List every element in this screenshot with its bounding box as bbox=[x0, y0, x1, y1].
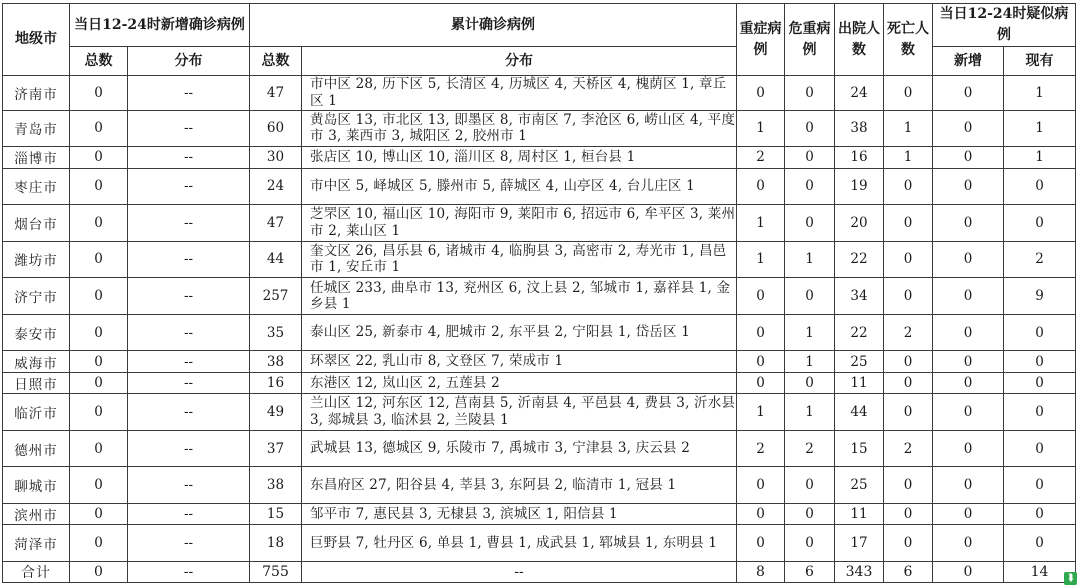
cell-discharged: 16 bbox=[835, 147, 884, 168]
cell-critical: 0 bbox=[785, 525, 835, 562]
header-discharged: 出院人数 bbox=[835, 4, 884, 76]
cell-cum-dist: 市中区 28, 历下区 5, 长清区 4, 历城区 4, 天桥区 4, 槐荫区 1, 章丘区 1 bbox=[302, 76, 737, 111]
cell-susp-new: 0 bbox=[933, 314, 1004, 351]
cell-susp-new: 0 bbox=[933, 205, 1004, 242]
cell-severe: 0 bbox=[737, 525, 785, 562]
cell-deaths: 0 bbox=[884, 372, 933, 393]
cell-susp-new: 0 bbox=[933, 525, 1004, 562]
cell-new-dist: -- bbox=[128, 76, 250, 111]
cell-cum-dist: 奎文区 26, 昌乐县 6, 诸城市 4, 临朐县 3, 高密市 2, 寿光市 1, 昌邑市 1, 安丘市 1 bbox=[302, 241, 737, 278]
cell-new-total: 0 bbox=[70, 394, 128, 431]
cell-severe: 1 bbox=[737, 110, 785, 147]
cell-cum-dist: 东昌府区 27, 阳谷县 4, 莘县 3, 东阿县 2, 临清市 1, 冠县 1 bbox=[302, 467, 737, 504]
cell-susp-current: 0 bbox=[1004, 372, 1076, 393]
table-row bbox=[3, 314, 1076, 351]
cell-severe: 1 bbox=[737, 241, 785, 278]
cell-city: 临沂市 bbox=[3, 394, 70, 431]
header-severe: 重症病例 bbox=[737, 4, 785, 76]
cell-critical: 0 bbox=[785, 503, 835, 524]
cell-discharged: 44 bbox=[835, 394, 884, 431]
cell-deaths: 0 bbox=[884, 205, 933, 242]
cell-critical: 0 bbox=[785, 168, 835, 205]
table-row bbox=[3, 351, 1076, 372]
cell-new-total: 0 bbox=[70, 430, 128, 467]
total-susp-current: 14 bbox=[1004, 562, 1076, 583]
cell-cum-total: 16 bbox=[250, 372, 302, 393]
table-row bbox=[3, 525, 1076, 562]
cell-critical: 1 bbox=[785, 314, 835, 351]
cell-critical: 0 bbox=[785, 372, 835, 393]
total-critical: 6 bbox=[785, 562, 835, 583]
cell-new-total: 0 bbox=[70, 147, 128, 168]
cell-discharged: 20 bbox=[835, 205, 884, 242]
cell-city: 滨州市 bbox=[3, 503, 70, 524]
header-suspected-current: 现有 bbox=[1004, 47, 1076, 76]
cell-deaths: 2 bbox=[884, 314, 933, 351]
cell-city: 聊城市 bbox=[3, 467, 70, 504]
cell-new-total: 0 bbox=[70, 168, 128, 205]
table-row bbox=[3, 205, 1076, 242]
cell-cum-dist: 任城区 233, 曲阜市 13, 兖州区 6, 汶上县 2, 邹城市 1, 嘉祥县 1, 金乡县 1 bbox=[302, 278, 737, 315]
cell-cum-dist: 东港区 12, 岚山区 2, 五莲县 2 bbox=[302, 372, 737, 393]
cell-susp-current: 0 bbox=[1004, 467, 1076, 504]
cell-new-total: 0 bbox=[70, 372, 128, 393]
cell-critical: 2 bbox=[785, 430, 835, 467]
cell-critical: 0 bbox=[785, 467, 835, 504]
cell-deaths: 1 bbox=[884, 110, 933, 147]
cell-cum-total: 60 bbox=[250, 110, 302, 147]
cell-discharged: 15 bbox=[835, 430, 884, 467]
cell-city: 济宁市 bbox=[3, 278, 70, 315]
cell-new-dist: -- bbox=[128, 110, 250, 147]
cell-deaths: 0 bbox=[884, 168, 933, 205]
cell-discharged: 24 bbox=[835, 76, 884, 111]
cell-critical: 1 bbox=[785, 351, 835, 372]
cell-cum-total: 49 bbox=[250, 394, 302, 431]
cell-discharged: 22 bbox=[835, 241, 884, 278]
header-cum-total: 总数 bbox=[250, 47, 302, 76]
table-row bbox=[3, 241, 1076, 278]
cell-new-total: 0 bbox=[70, 525, 128, 562]
table-row bbox=[3, 394, 1076, 431]
cell-susp-new: 0 bbox=[933, 430, 1004, 467]
table-row bbox=[3, 76, 1076, 111]
cell-critical: 1 bbox=[785, 394, 835, 431]
total-discharged: 343 bbox=[835, 562, 884, 583]
cell-susp-new: 0 bbox=[933, 467, 1004, 504]
cell-cum-dist: 邹平市 7, 惠民县 3, 无棣县 3, 滨城区 1, 阳信县 1 bbox=[302, 503, 737, 524]
header-suspected-new: 新增 bbox=[933, 47, 1004, 76]
cell-discharged: 11 bbox=[835, 372, 884, 393]
header-cum-distribution: 分布 bbox=[302, 47, 737, 76]
cell-city: 青岛市 bbox=[3, 110, 70, 147]
cell-city: 菏泽市 bbox=[3, 525, 70, 562]
total-cum-total: 755 bbox=[250, 562, 302, 583]
cell-susp-new: 0 bbox=[933, 394, 1004, 431]
cell-cum-dist: 市中区 5, 峄城区 5, 滕州市 5, 薛城区 4, 山亭区 4, 台儿庄区 1 bbox=[302, 168, 737, 205]
total-new-total: 0 bbox=[70, 562, 128, 583]
cell-deaths: 2 bbox=[884, 430, 933, 467]
cell-cum-total: 44 bbox=[250, 241, 302, 278]
cell-new-dist: -- bbox=[128, 467, 250, 504]
cell-cum-dist: 芝罘区 10, 福山区 10, 海阳市 9, 莱阳市 6, 招远市 6, 牟平区 3, 莱州市 2, 莱山区 1 bbox=[302, 205, 737, 242]
cell-deaths: 0 bbox=[884, 241, 933, 278]
cell-deaths: 1 bbox=[884, 147, 933, 168]
cell-cum-total: 47 bbox=[250, 76, 302, 111]
cell-severe: 0 bbox=[737, 351, 785, 372]
cell-cum-total: 24 bbox=[250, 168, 302, 205]
cell-severe: 0 bbox=[737, 503, 785, 524]
cell-new-dist: -- bbox=[128, 372, 250, 393]
table-row bbox=[3, 278, 1076, 315]
cell-deaths: 0 bbox=[884, 76, 933, 111]
cell-susp-current: 0 bbox=[1004, 525, 1076, 562]
cell-new-dist: -- bbox=[128, 430, 250, 467]
cell-cum-total: 15 bbox=[250, 503, 302, 524]
cell-city: 淄博市 bbox=[3, 147, 70, 168]
table-row bbox=[3, 372, 1076, 393]
cell-new-dist: -- bbox=[128, 147, 250, 168]
table-row bbox=[3, 503, 1076, 524]
cell-new-dist: -- bbox=[128, 314, 250, 351]
table-row bbox=[3, 430, 1076, 467]
cell-cum-total: 37 bbox=[250, 430, 302, 467]
cell-severe: 1 bbox=[737, 394, 785, 431]
cell-discharged: 22 bbox=[835, 314, 884, 351]
cell-susp-current: 9 bbox=[1004, 278, 1076, 315]
header-deaths: 死亡人数 bbox=[884, 4, 933, 76]
table-row bbox=[3, 147, 1076, 168]
cell-cum-dist: 张店区 10, 博山区 10, 淄川区 8, 周村区 1, 桓台县 1 bbox=[302, 147, 737, 168]
cell-susp-current: 0 bbox=[1004, 351, 1076, 372]
table-row bbox=[3, 467, 1076, 504]
cell-new-total: 0 bbox=[70, 467, 128, 504]
total-row bbox=[3, 562, 1076, 583]
header-critical: 危重病例 bbox=[785, 4, 835, 76]
cell-susp-new: 0 bbox=[933, 503, 1004, 524]
cell-deaths: 0 bbox=[884, 467, 933, 504]
cell-cum-total: 18 bbox=[250, 525, 302, 562]
cell-discharged: 25 bbox=[835, 351, 884, 372]
cell-severe: 0 bbox=[737, 278, 785, 315]
total-severe: 8 bbox=[737, 562, 785, 583]
cell-critical: 0 bbox=[785, 110, 835, 147]
cell-city: 德州市 bbox=[3, 430, 70, 467]
cell-susp-new: 0 bbox=[933, 241, 1004, 278]
cell-discharged: 11 bbox=[835, 503, 884, 524]
cell-deaths: 0 bbox=[884, 503, 933, 524]
cell-critical: 0 bbox=[785, 76, 835, 111]
cell-new-dist: -- bbox=[128, 168, 250, 205]
cell-susp-current: 1 bbox=[1004, 110, 1076, 147]
cell-severe: 0 bbox=[737, 314, 785, 351]
covid-cases-table bbox=[2, 3, 1076, 583]
cell-new-dist: -- bbox=[128, 525, 250, 562]
cell-cum-dist: 泰山区 25, 新泰市 4, 肥城市 2, 东平县 2, 宁阳县 1, 岱岳区 1 bbox=[302, 314, 737, 351]
cell-severe: 0 bbox=[737, 467, 785, 504]
cell-discharged: 38 bbox=[835, 110, 884, 147]
cell-severe: 0 bbox=[737, 372, 785, 393]
header-new-confirmed: 当日12-24时新增确诊病例 bbox=[70, 4, 250, 47]
cell-city: 济南市 bbox=[3, 76, 70, 111]
cell-severe: 0 bbox=[737, 76, 785, 111]
cell-city: 泰安市 bbox=[3, 314, 70, 351]
cell-new-dist: -- bbox=[128, 205, 250, 242]
cell-discharged: 19 bbox=[835, 168, 884, 205]
cell-susp-current: 0 bbox=[1004, 314, 1076, 351]
table-row bbox=[3, 168, 1076, 205]
total-deaths: 6 bbox=[884, 562, 933, 583]
cell-susp-new: 0 bbox=[933, 351, 1004, 372]
header-suspected: 当日12-24时疑似病例 bbox=[933, 4, 1076, 47]
cell-new-dist: -- bbox=[128, 278, 250, 315]
header-city: 地级市 bbox=[3, 4, 70, 76]
total-new-dist: -- bbox=[128, 562, 250, 583]
download-arrow-icon[interactable]: ⮯ bbox=[1064, 572, 1077, 585]
cell-critical: 0 bbox=[785, 205, 835, 242]
cell-new-total: 0 bbox=[70, 503, 128, 524]
cell-city: 烟台市 bbox=[3, 205, 70, 242]
cell-cum-dist: 黄岛区 13, 市北区 13, 即墨区 8, 市南区 7, 李沧区 6, 崂山区 4, 平度市 3, 莱西市 3, 城阳区 2, 胶州市 1 bbox=[302, 110, 737, 147]
cell-severe: 2 bbox=[737, 147, 785, 168]
cell-deaths: 0 bbox=[884, 278, 933, 315]
cell-cum-dist: 环翠区 22, 乳山市 8, 文登区 7, 荣成市 1 bbox=[302, 351, 737, 372]
cell-new-total: 0 bbox=[70, 314, 128, 351]
cell-new-dist: -- bbox=[128, 503, 250, 524]
cell-city: 枣庄市 bbox=[3, 168, 70, 205]
cell-susp-new: 0 bbox=[933, 76, 1004, 111]
cell-critical: 0 bbox=[785, 278, 835, 315]
cell-severe: 0 bbox=[737, 168, 785, 205]
cell-susp-current: 0 bbox=[1004, 503, 1076, 524]
cell-city: 威海市 bbox=[3, 351, 70, 372]
cell-new-total: 0 bbox=[70, 205, 128, 242]
cell-susp-current: 1 bbox=[1004, 147, 1076, 168]
cell-susp-new: 0 bbox=[933, 110, 1004, 147]
cell-susp-new: 0 bbox=[933, 168, 1004, 205]
cell-cum-dist: 兰山区 12, 河东区 12, 莒南县 5, 沂南县 4, 平邑县 4, 费县 3, 沂水县 3, 郯城县 3, 临沭县 2, 兰陵县 1 bbox=[302, 394, 737, 431]
cell-susp-new: 0 bbox=[933, 372, 1004, 393]
cell-severe: 1 bbox=[737, 205, 785, 242]
cell-new-dist: -- bbox=[128, 241, 250, 278]
cell-susp-current: 0 bbox=[1004, 205, 1076, 242]
cell-cum-total: 47 bbox=[250, 205, 302, 242]
cell-cum-total: 38 bbox=[250, 467, 302, 504]
cell-susp-current: 0 bbox=[1004, 430, 1076, 467]
cell-susp-new: 0 bbox=[933, 147, 1004, 168]
cell-new-total: 0 bbox=[70, 351, 128, 372]
cell-cum-dist: 巨野县 7, 牡丹区 6, 单县 1, 曹县 1, 成武县 1, 郓城县 1, 东明县 1 bbox=[302, 525, 737, 562]
table-body bbox=[3, 76, 1076, 562]
cell-new-total: 0 bbox=[70, 76, 128, 111]
cell-cum-total: 30 bbox=[250, 147, 302, 168]
total-label: 合计 bbox=[3, 562, 70, 583]
cell-cum-dist: 武城县 13, 德城区 9, 乐陵市 7, 禹城市 3, 宁津县 3, 庆云县 2 bbox=[302, 430, 737, 467]
cell-new-dist: -- bbox=[128, 394, 250, 431]
cell-new-dist: -- bbox=[128, 351, 250, 372]
cell-new-total: 0 bbox=[70, 278, 128, 315]
cell-discharged: 25 bbox=[835, 467, 884, 504]
header-new-total: 总数 bbox=[70, 47, 128, 76]
cell-discharged: 17 bbox=[835, 525, 884, 562]
cell-cum-total: 35 bbox=[250, 314, 302, 351]
cell-deaths: 0 bbox=[884, 525, 933, 562]
cell-susp-current: 0 bbox=[1004, 168, 1076, 205]
cell-critical: 1 bbox=[785, 241, 835, 278]
cell-city: 潍坊市 bbox=[3, 241, 70, 278]
header-cumulative: 累计确诊病例 bbox=[250, 4, 737, 47]
cell-deaths: 0 bbox=[884, 351, 933, 372]
cell-new-total: 0 bbox=[70, 241, 128, 278]
cell-critical: 0 bbox=[785, 147, 835, 168]
cell-susp-new: 0 bbox=[933, 278, 1004, 315]
cell-cum-total: 38 bbox=[250, 351, 302, 372]
total-cum-dist: -- bbox=[302, 562, 737, 583]
cell-susp-current: 2 bbox=[1004, 241, 1076, 278]
cell-susp-current: 0 bbox=[1004, 394, 1076, 431]
cell-discharged: 34 bbox=[835, 278, 884, 315]
total-susp-new: 0 bbox=[933, 562, 1004, 583]
header-new-distribution: 分布 bbox=[128, 47, 250, 76]
cell-deaths: 0 bbox=[884, 394, 933, 431]
cell-severe: 2 bbox=[737, 430, 785, 467]
cell-cum-total: 257 bbox=[250, 278, 302, 315]
table-row bbox=[3, 110, 1076, 147]
cell-new-total: 0 bbox=[70, 110, 128, 147]
cell-susp-current: 1 bbox=[1004, 76, 1076, 111]
cell-city: 日照市 bbox=[3, 372, 70, 393]
